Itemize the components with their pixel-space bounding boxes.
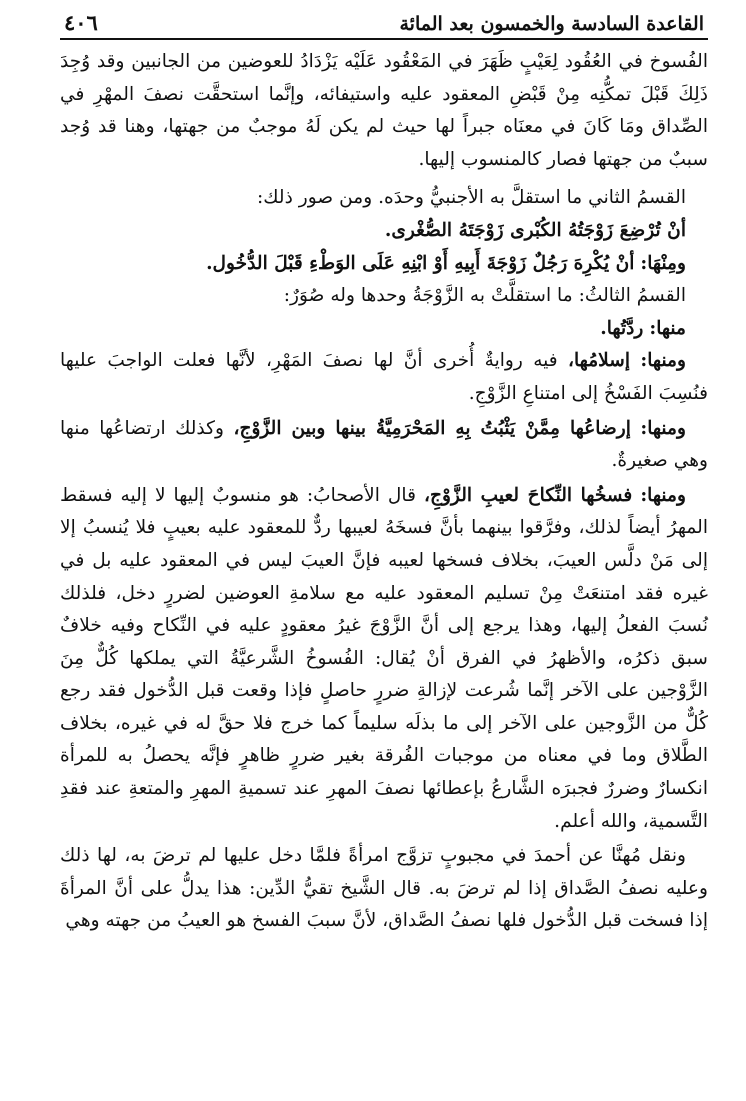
page-number: ٤٠٦: [64, 10, 98, 35]
paragraph-2-section-two: القسمُ الثاني ما استقلَّ به الأجنبيُّ وحدَه. ومن صور ذلك:: [257, 187, 686, 209]
paragraph-8-example: [60, 413, 708, 478]
example-text: قال الأصحابُ: هو منسوبٌ إليها لا إليه فسقط المهرُ أيضاً لذلك، وفرَّقوا بينهما بأنَّ فسخَهُ لعيبها ردٌّ للمعقود عليه بعيبٍ فلا يُنسبُ إلا إلى مَنْ دلَّس العيبَ، بخلاف فسخها لعيبه فإنَّ العيبَ ليس في المعقود عليه بل في غيره فقد امتنعَتْ مِنْ تسليم المعقود عليه مع سلامةِ العوضين لضررٍ دخل، فلذلك نُسبَ الفعلُ إليها، وهذا يرجع إلى أنَّ الزَّوْجَ غيرُ معقودٍ عليه في النِّكاح وفيه خلافٌ سبق ذكرُه، والأظهرُ في الفرق أنْ يُقال: الفُسوخُ الشَّرعيَّةُ التي يملكها كُلٌّ مِنَ الزَّوْجين على الآخر إنَّما شُرعت لإزالةِ ضررٍ حاصلٍ فإذا وقعت قبل الدُّخول فقد رجع كُلٌّ من الزَّوجين على الآخر إلى ما بذلَه سليماً كما خرج فلا حقَّ له في غيره، بخلاف الطَّلاق وما في معناه من موجبات الفُرقة بغير ضررٍ ظاهرٍ فإنَّه يحصلُ به للمرأة انكسارٌ وضررٌ فجبرَه الشَّارعُ بإعطائها نصفَ المهرِ عند تسميةِ المهرِ والمتعةِ عند فقدِ التَّسمية، والله أعلم.: [60, 484, 708, 832]
example-label: منها:: [649, 317, 686, 339]
example-text: وكذلك ارتضاعُها منها وهي صغيرةٌ.: [60, 417, 708, 472]
example-label: ومنها:: [640, 484, 686, 506]
example-bold-text: فسخُها النِّكاحَ لعيبِ الزَّوْجِ،: [423, 484, 633, 506]
chapter-title: القاعدة السادسة والخمسون بعد المائة: [399, 13, 704, 35]
running-header: [60, 10, 708, 40]
example-text: ردَّتُها.: [600, 317, 644, 339]
example-bold-text: إرضاعُها مِمَّنْ يَثْبُتُ بِهِ المَحْرَمِيَّةُ بينها وبين الزَّوْجِ،: [233, 417, 631, 439]
example-bold-text: إسلامُها،: [567, 350, 631, 372]
paragraph-3-example: أنْ تُرْضِعَ زَوْجَتُهُ الكُبْرى زَوْجَتَهُ الصُّغْرى.: [384, 219, 686, 241]
example-label: ومنها:: [640, 350, 686, 372]
paragraph-7-example: [60, 345, 708, 410]
example-label: ومِنْهَا:: [640, 252, 686, 274]
paragraph-5-section-three: القسمُ الثالثُ: ما استقلَّتْ به الزَّوْجَةُ وحدها وله صُوَرٌ:: [283, 285, 686, 307]
book-page: [60, 10, 708, 938]
example-text: أنْ يُكْرِهَ رَجُلٌ زَوْجَةَ أَبِيهِ أَوْ ابْنِهِ عَلَى الوَطْءِ قَبْلَ الدُّخُول.: [206, 252, 635, 274]
paragraph-10: ونقل مُهنَّا عن أحمدَ في مجبوبٍ تزوَّج امرأةً فلمَّا دخل عليها لم ترضَ به، لها ذلك وعليه نصفُ الصَّداق إذا لم ترضَ به. قال الشَّيخ تقيُّ الدِّين: هذا يدلُّ على أنَّ المرأةَ إذا فسخت قبل الدُّخول فلها نصفُ الصَّداق، لأنَّ سببَ الفسخ هو العيبُ من جهته وهي: [60, 845, 708, 932]
paragraph-6-example: [60, 313, 708, 346]
example-text: فيه روايةٌ أُخرى أنَّ لها نصفَ المَهْرِ، لأنَّها فعلت الواجبَ عليها فنُسِبَ الفَسْخُ إلى امتناعِ الزَّوْجِ.: [60, 350, 708, 404]
paragraph-1: الفُسوخ في العُقُود لِعَيْبٍ ظَهَرَ في المَعْقُود عَلَيْه يَزْدَادُ للعوضين من الجانبين وقد وُجِدَ ذَلِكَ قَبْلَ تمكُّنِه مِنْ قَبْضِ المعقود عليه واستيفائه، وإنَّما استحقَّت نصفَ المهْرِ في الصِّداق ومَا كَانَ في معنَاه جبراً لها حيث لم يكن لَهُ موجبٌ من جهتها، وهنا قد وُجد سببٌ من جهتها فصار كالمنسوب إليها.: [60, 51, 708, 170]
paragraph-4-example: [60, 248, 708, 281]
example-label: ومنها:: [640, 417, 686, 439]
paragraph-9-example: [60, 480, 708, 839]
